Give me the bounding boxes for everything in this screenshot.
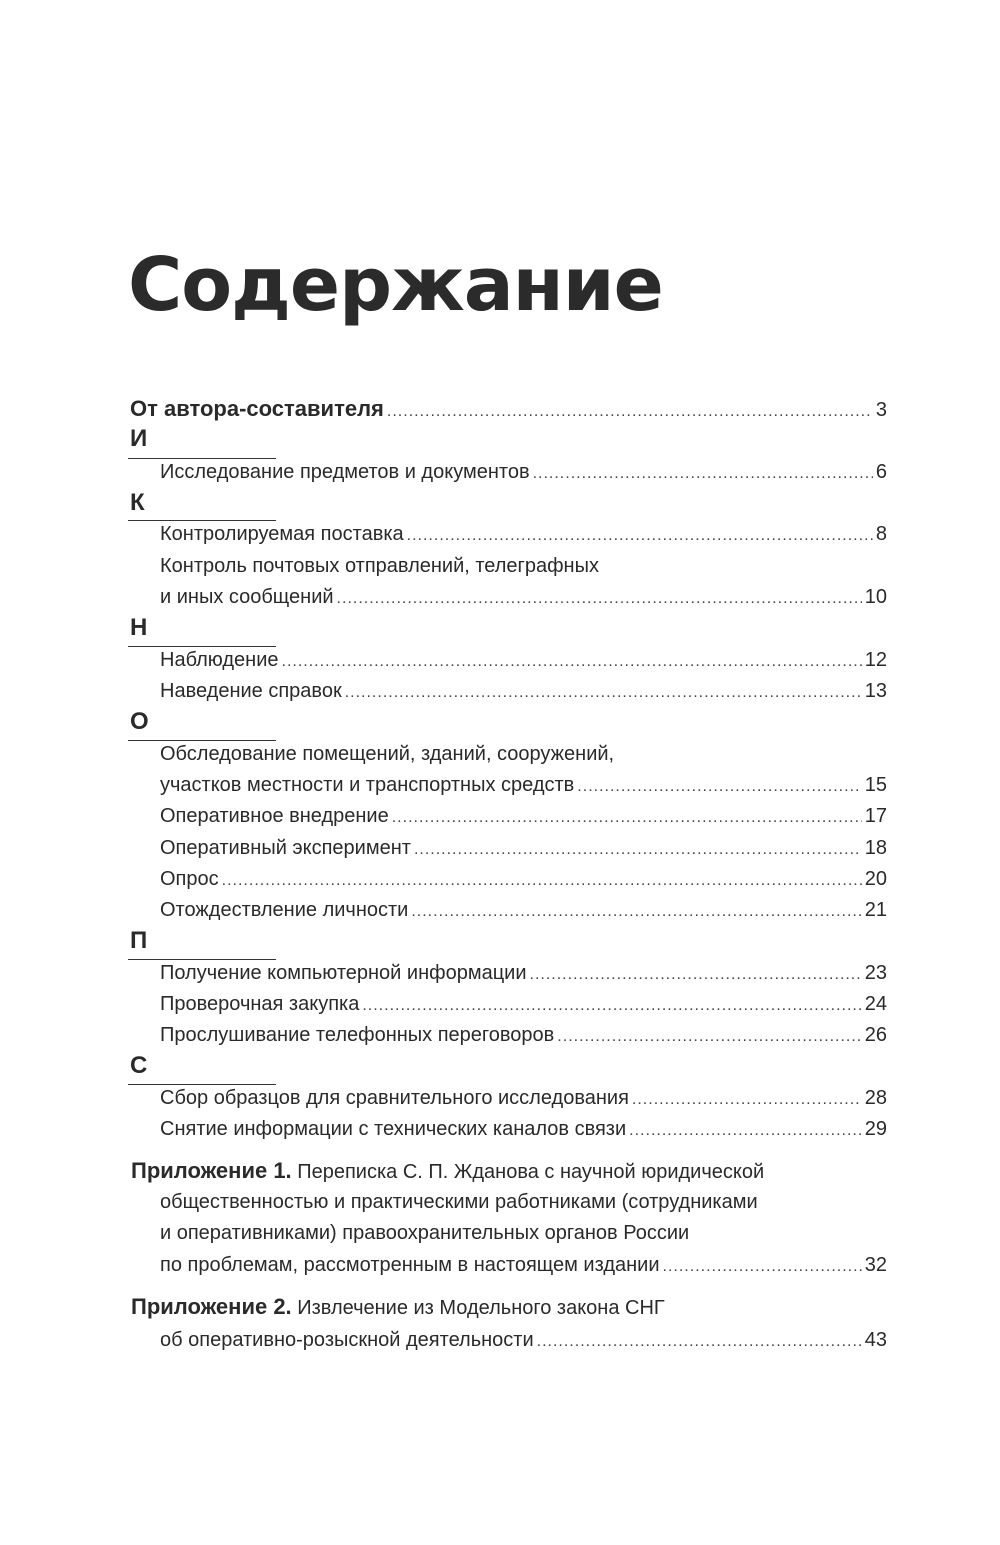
toc-entry-label: Прослушивание телефонных переговоров [160, 1024, 555, 1046]
toc-entry [160, 1025, 887, 1045]
section-rule [128, 646, 276, 647]
dot-leader [632, 1092, 862, 1108]
appendix-1-heading [131, 1160, 764, 1182]
dot-leader [533, 466, 873, 482]
appendix-2-line: Извлечение из Модельного закона СНГ [291, 1297, 665, 1319]
toc-entry-label: Сбор образцов для сравнительного исследования [160, 1087, 629, 1109]
toc-page-number: 12 [864, 649, 887, 671]
toc-entry [160, 963, 887, 983]
appendix-1-title: Приложение 1. [131, 1158, 292, 1183]
toc-entry-appendix-1 [160, 1255, 887, 1275]
section-rule [128, 1084, 276, 1085]
section-letter-o: О [130, 708, 149, 735]
dot-leader [411, 904, 861, 920]
toc-entry-label: об оперативно-розыскной деятельности [160, 1329, 534, 1351]
toc-entry-label: Оперативное внедрение [160, 805, 389, 827]
toc-entry [160, 1119, 887, 1139]
toc-page-number: 29 [864, 1118, 887, 1140]
toc-entry-label: От автора-составителя [130, 396, 384, 421]
dot-leader [629, 1123, 862, 1139]
dot-leader [337, 591, 862, 607]
dot-leader [345, 685, 862, 701]
toc-page-number: 8 [875, 523, 887, 545]
dot-leader [414, 842, 862, 858]
section-rule [128, 520, 276, 521]
toc-entry-line: Контроль почтовых отправлений, телеграфных [160, 555, 599, 577]
dot-leader [557, 1029, 861, 1045]
appendix-2-heading [131, 1296, 665, 1318]
toc-page-number: 6 [875, 461, 887, 483]
dot-leader [392, 810, 862, 826]
dot-leader [663, 1259, 862, 1275]
toc-entry-label: Снятие информации с технических каналов связи [160, 1118, 627, 1140]
section-rule [128, 959, 276, 960]
page-title: Содержание [128, 242, 663, 328]
dot-leader [530, 967, 862, 983]
toc-entry [160, 775, 887, 795]
toc-entry-label: участков местности и транспортных средств [160, 774, 575, 796]
section-letter-p: П [130, 927, 148, 954]
section-letter-s: С [130, 1052, 148, 1079]
section-rule [128, 458, 276, 459]
toc-entry-appendix-2 [160, 1330, 887, 1350]
toc-page-number: 15 [864, 774, 887, 796]
toc-entry-label: Опрос [160, 868, 219, 890]
toc-page-number: 20 [864, 868, 887, 890]
toc-page-number: 3 [875, 399, 887, 421]
toc-entry-label: Оперативный эксперимент [160, 837, 411, 859]
toc-entry-label: по проблемам, рассмотренным в настоящем издании [160, 1254, 660, 1276]
toc-entry-label: Отождествление личности [160, 899, 409, 921]
toc-page-number: 10 [864, 586, 887, 608]
toc-entry-label: Исследование предметов и документов [160, 461, 530, 483]
toc-entry [160, 869, 887, 889]
section-rule [128, 740, 276, 741]
toc-entry [160, 838, 887, 858]
toc-page-number: 43 [864, 1329, 887, 1351]
dot-leader [362, 998, 861, 1014]
toc-entry [160, 994, 887, 1014]
toc-page-number: 17 [864, 805, 887, 827]
dot-leader [577, 779, 861, 795]
toc-page-number: 21 [864, 899, 887, 921]
toc-entry-label: Наблюдение [160, 649, 279, 671]
toc-entry [160, 1088, 887, 1108]
toc-entry [160, 462, 887, 482]
section-letter-n: Н [130, 614, 148, 641]
toc-entry-author [130, 398, 887, 420]
toc-entry [160, 650, 887, 670]
toc-entry [160, 900, 887, 920]
toc-entry-line: Обследование помещений, зданий, сооружений, [160, 743, 615, 765]
toc-page-number: 28 [864, 1087, 887, 1109]
dot-leader [537, 1334, 862, 1350]
toc-entry [160, 524, 887, 544]
toc-page-number: 13 [864, 680, 887, 702]
appendix-2-title: Приложение 2. [131, 1294, 292, 1319]
dot-leader [282, 654, 862, 670]
toc-entry [160, 681, 887, 701]
toc-entry [160, 806, 887, 826]
section-letter-i: И [130, 425, 148, 452]
appendix-1-line: и оперативниками) правоохранительных органов России [160, 1222, 690, 1244]
toc-entry-label: и иных сообщений [160, 586, 334, 608]
toc-page-number: 32 [864, 1254, 887, 1276]
appendix-1-line: Переписка С. П. Жданова с научной юридической [291, 1161, 765, 1183]
toc-entry-label: Наведение справок [160, 680, 342, 702]
dot-leader [407, 528, 873, 544]
toc-entry [160, 587, 887, 607]
toc-page-number: 18 [864, 837, 887, 859]
dot-leader [222, 873, 862, 889]
dot-leader [387, 404, 873, 420]
section-letter-k: К [130, 489, 145, 516]
toc-page-number: 23 [864, 962, 887, 984]
appendix-1-line: общественностью и практическими работниками (сотрудниками [160, 1191, 758, 1213]
toc-entry-label: Получение компьютерной информации [160, 962, 527, 984]
toc-page-number: 26 [864, 1024, 887, 1046]
toc-entry-label: Контролируемая поставка [160, 523, 404, 545]
toc-page-number: 24 [864, 993, 887, 1015]
toc-entry-label: Проверочная закупка [160, 993, 360, 1015]
